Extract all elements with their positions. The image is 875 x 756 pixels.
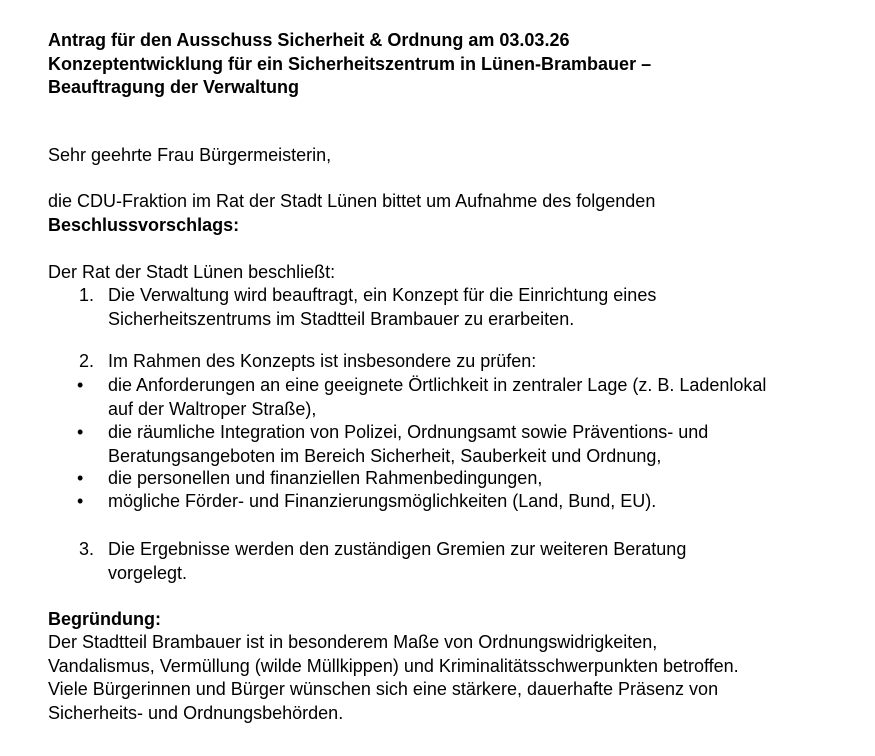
item-text-line: Im Rahmen des Konzepts ist insbesondere zu prüfen: — [108, 351, 537, 371]
item-text-line: Die Ergebnisse werden den zuständigen Gremien zur weiteren Beratung — [108, 539, 687, 559]
intro-text: die CDU-Fraktion im Rat der Stadt Lünen bittet um Aufnahme des folgenden — [48, 191, 656, 211]
salutation: Sehr geehrte Frau Bürgermeisterin, — [48, 145, 332, 165]
bullet-text-line: die Anforderungen an eine geeignete Örtlichkeit in zentraler Lage (z. B. Ladenlokal — [108, 375, 767, 395]
bullet-icon: • — [77, 468, 84, 488]
bullet-icon: • — [77, 375, 84, 395]
justification-heading: Begründung: — [48, 609, 161, 629]
bullet-text-line: die personellen und finanziellen Rahmenbedingungen, — [108, 468, 543, 488]
intro-paragraph — [48, 190, 858, 237]
title-line-3: Beauftragung der Verwaltung — [48, 77, 300, 97]
justification-line: Viele Bürgerinnen und Bürger wünschen sich eine stärkere, dauerhafte Präsenz von — [48, 679, 719, 699]
title-line-1: Antrag für den Ausschuss Sicherheit & Ordnung am 03.03.26 — [48, 30, 570, 50]
justification-line: Vandalismus, Vermüllung (wilde Müllkippen) und Kriminalitätsschwerpunkten betroffen. — [48, 655, 739, 676]
intro-bold: Beschlussvorschlags: — [48, 214, 240, 235]
bullet-text-line: mögliche Förder- und Finanzierungsmöglichkeiten (Land, Bund, EU). — [108, 491, 657, 511]
item-text-line: vorgelegt. — [108, 562, 188, 583]
justification-line: Sicherheits- und Ordnungsbehörden. — [48, 702, 344, 723]
justification-paragraph — [48, 631, 858, 725]
bullet-text-line: die räumliche Integration von Polizei, Ordnungsamt sowie Präventions- und — [108, 422, 709, 442]
item-text-line: Die Verwaltung wird beauftragt, ein Konzept für die Einrichtung eines — [108, 285, 657, 305]
resolution-intro: Der Rat der Stadt Lünen beschließt: — [48, 262, 336, 282]
item-number: 2. — [79, 351, 95, 371]
bullet-icon: • — [77, 422, 84, 442]
title-line-2: Konzeptentwicklung für ein Sicherheitszentrum in Lünen-Brambauer – — [48, 53, 652, 74]
bullet-icon: • — [77, 491, 84, 511]
bullet-text-line: auf der Waltroper Straße), — [108, 398, 317, 419]
item-number: 3. — [79, 539, 95, 559]
justification-line: Der Stadtteil Brambauer ist in besonderem Maße von Ordnungswidrigkeiten, — [48, 632, 658, 652]
item-number: 1. — [79, 285, 95, 305]
document-title — [48, 29, 858, 100]
item-text-line: Sicherheitszentrums im Stadtteil Brambauer zu erarbeiten. — [108, 308, 575, 329]
bullet-text-line: Beratungsangeboten im Bereich Sicherheit, Sauberkeit und Ordnung, — [108, 445, 662, 466]
